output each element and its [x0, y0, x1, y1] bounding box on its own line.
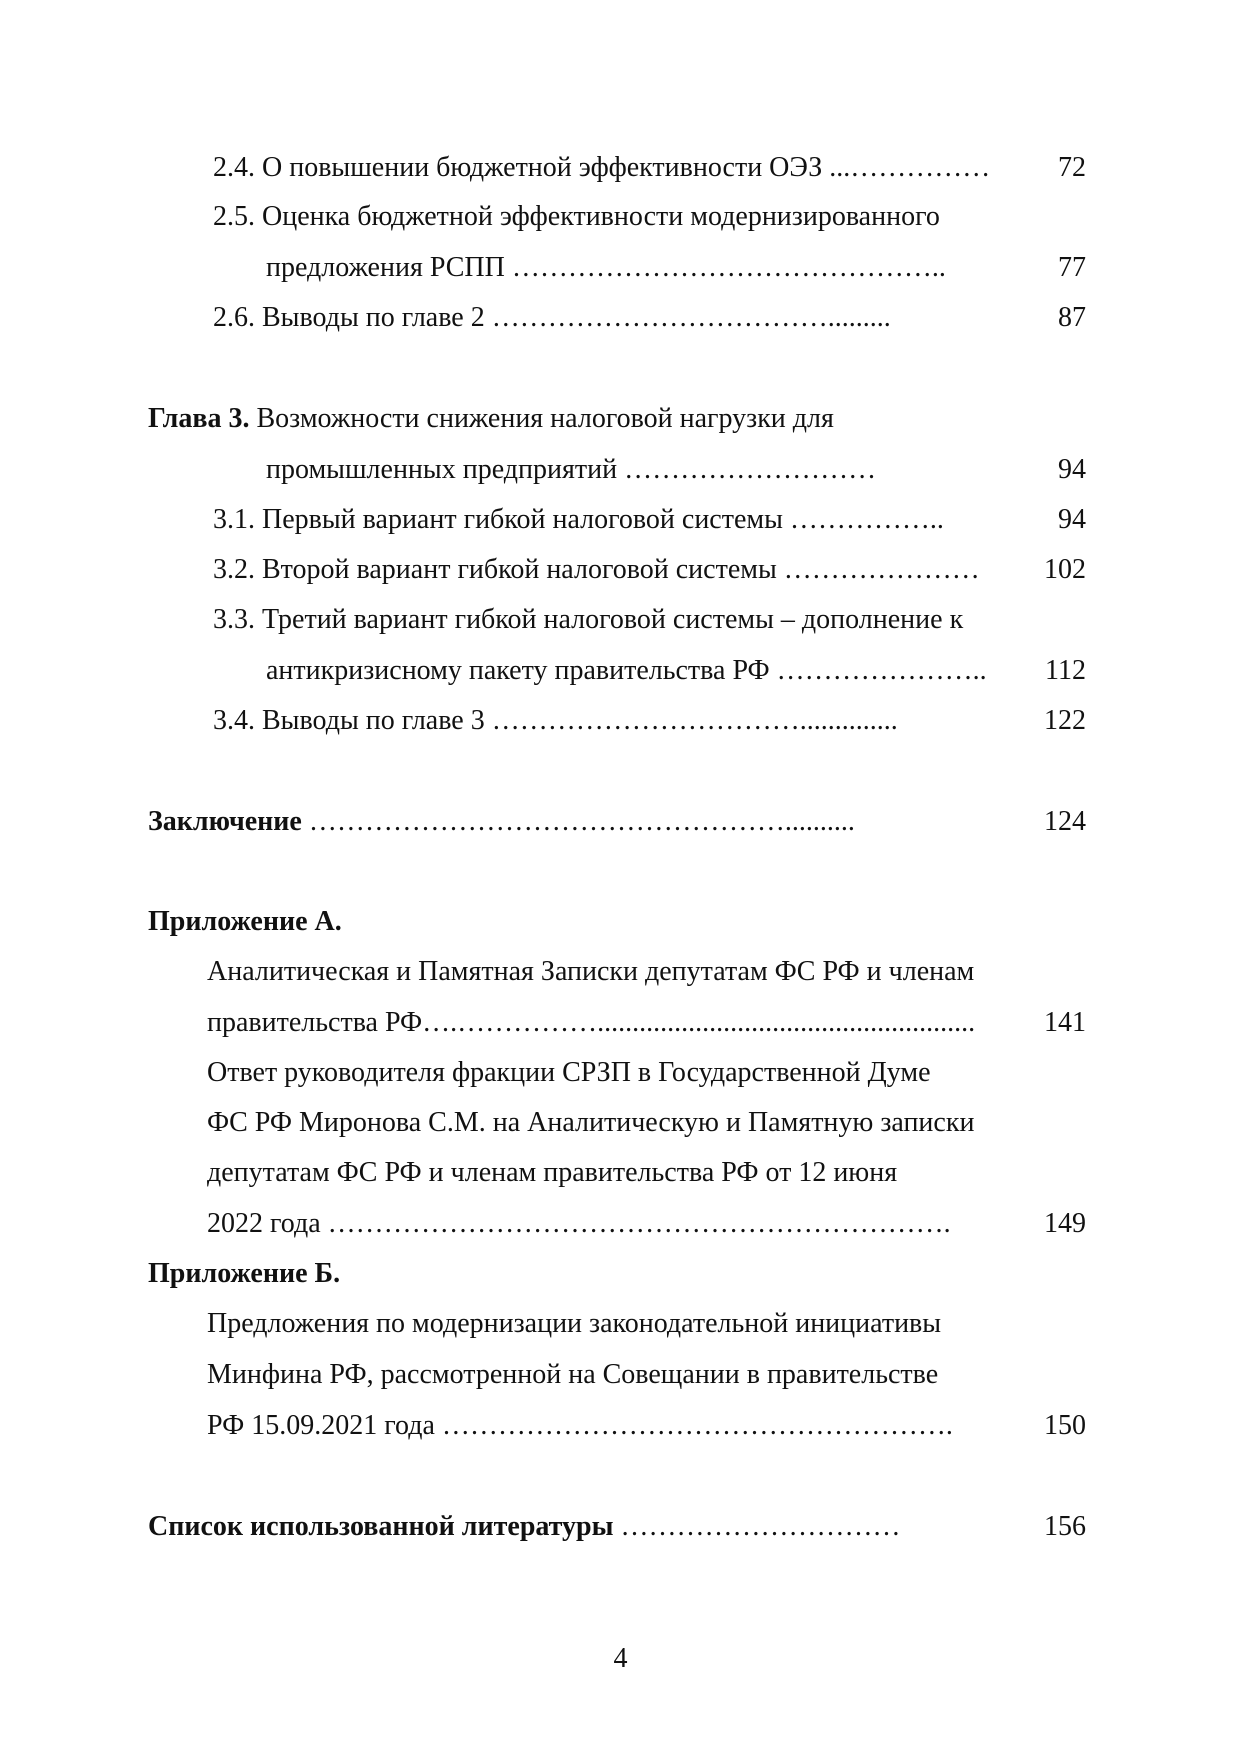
toc-appendix-b-item1-line3: РФ 15.09.2021 года ……………………………………………….: [207, 1410, 953, 1441]
toc-page-appendix-b-item1: 150: [1044, 1410, 1086, 1441]
toc-entry-2-5-line2: предложения РСПП ………………………………………..: [266, 252, 946, 283]
toc-entry-3-1: 3.1. Первый вариант гибкой налоговой системы ……………..: [213, 504, 944, 535]
toc-entry-2-5-line1: 2.5. Оценка бюджетной эффективности модернизированного: [213, 201, 940, 232]
toc-conclusion-dots: ……………………………………………..........: [308, 806, 855, 837]
page-number: 4: [613, 1643, 628, 1674]
toc-entry-3-4: 3.4. Выводы по главе 3 ……………………………..............: [213, 705, 898, 736]
toc-page-3-3: 112: [1045, 655, 1086, 686]
toc-page-appendix-a-item2: 149: [1044, 1208, 1086, 1239]
toc-chapter-3-title-line2: промышленных предприятий ………………………: [266, 454, 877, 485]
toc-appendix-b-item1-line2: Минфина РФ, рассмотренной на Совещании в правительстве: [207, 1359, 939, 1390]
toc-appendix-a-item2-line4: 2022 года ………………………………………………………….: [207, 1208, 951, 1239]
toc-entry-2-4: 2.4. О повышении бюджетной эффективности ОЭЗ ...……………: [213, 152, 991, 183]
toc-entry-3-3-line2: антикризисному пакету правительства РФ …………………..: [266, 655, 987, 686]
toc-page-3-1: 94: [1058, 504, 1086, 535]
toc-chapter-3-heading: [148, 405, 834, 433]
toc-page-conclusion: 124: [1044, 806, 1086, 837]
toc-appendix-a-title: Приложение А.: [148, 906, 342, 937]
toc-page-3-4: 122: [1044, 705, 1086, 736]
toc-references: [148, 1513, 901, 1541]
toc-chapter-3-label: Глава 3.: [148, 403, 250, 434]
toc-entry-3-3-line1: 3.3. Третий вариант гибкой налоговой системы – дополнение к: [213, 604, 964, 635]
toc-page-references: 156: [1044, 1511, 1086, 1542]
toc-appendix-a-item1-line2: правительства РФ….……………......................................................: [207, 1007, 976, 1038]
toc-page-appendix-a-item1: 141: [1044, 1007, 1086, 1038]
toc-page-2-6: 87: [1058, 302, 1086, 333]
toc-conclusion-label: Заключение: [148, 806, 302, 837]
toc-appendix-a-item2-line1: Ответ руководителя фракции СРЗП в Государственной Думе: [207, 1057, 931, 1088]
toc-appendix-a-item2-line3: депутатам ФС РФ и членам правительства РФ от 12 июня: [207, 1157, 898, 1188]
toc-page-2-4: 72: [1058, 152, 1086, 183]
toc-appendix-b-item1-line1: Предложения по модернизации законодательной инициативы: [207, 1308, 942, 1339]
toc-page-2-5: 77: [1058, 252, 1086, 283]
toc-appendix-b-title: Приложение Б.: [148, 1258, 341, 1289]
toc-page-chapter-3: 94: [1058, 454, 1086, 485]
toc-references-dots: …………………………: [620, 1511, 901, 1542]
toc-chapter-3-title-line1: Возможности снижения налоговой нагрузки для: [256, 403, 834, 434]
toc-entry-2-6: 2.6. Выводы по главе 2 ……………………………….........: [213, 302, 891, 333]
toc-appendix-a-item1-line1: Аналитическая и Памятная Записки депутатам ФС РФ и членам: [207, 956, 975, 987]
toc-appendix-a-item2-line2: ФС РФ Миронова С.М. на Аналитическую и Памятную записки: [207, 1107, 975, 1138]
toc-references-label: Список использованной литературы: [148, 1511, 614, 1542]
toc-page-3-2: 102: [1044, 554, 1086, 585]
toc-conclusion: [148, 808, 855, 836]
toc-entry-3-2: 3.2. Второй вариант гибкой налоговой системы …………………: [213, 554, 980, 585]
